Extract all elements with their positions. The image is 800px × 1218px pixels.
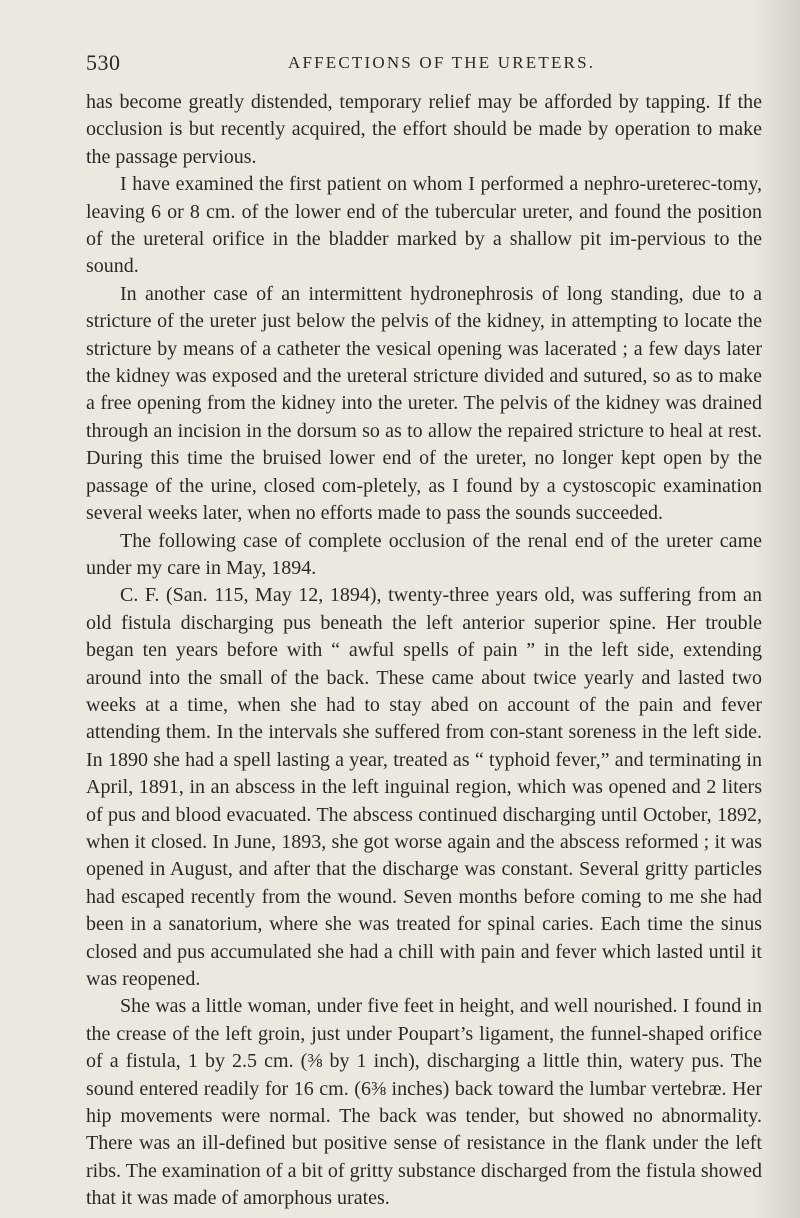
page-header: [68, 50, 758, 80]
page-number: 530: [86, 50, 121, 75]
body-text: [86, 89, 762, 1213]
paragraph: In another case of an intermittent hydronephrosis of long standing, due to a stricture of the ureter just below the pelvis of the kidney, in attempting to locate the stricture by means of a catheter the vesical opening was lacerated ; a few days later the kidney was exposed and the ureteral stricture divided and sutured, so as to make a free opening from the kidney into the ureter. The pelvis of the kidney was drained through an incision in the dorsum so as to allow the repaired stricture to heal at rest. During this time the bruised lower end of the ureter, no longer kept open by the passage of the urine, closed com-pletely, as I found by a cystoscopic examination several weeks later, when no efforts made to pass the sounds succeeded.: [86, 282, 762, 525]
running-title: AFFECTIONS OF THE URETERS.: [288, 53, 596, 72]
paragraph: C. F. (San. 115, May 12, 1894), twenty-three years old, was suffering from an old fistula discharging pus beneath the left anterior superior spine. Her trouble began ten years before with “ awful spells of pain ” in the left side, extending around into the small of the back. These came about twice yearly and lasted two weeks at a time, when she had to stay abed on account of the pain and fever attending them. In the intervals she suffered from con-stant soreness in the left side. In 1890 she had a spell lasting a year, treated as “ typhoid fever,” and terminating in April, 1891, in an abscess in the left inguinal region, which was opened and 2 liters of pus and blood evacuated. The abscess continued discharging until October, 1892, when it closed. In June, 1893, she got worse again and the abscess reformed ; it was opened in August, and after that the discharge was constant. Several gritty particles had escaped recently from the wound. Seven months before coming to me she had been in a sanatorium, where she was treated for spinal caries. Each time the sinus closed and pus accumulated she had a chill with pain and fever which lasted until it was reopened.: [86, 584, 762, 990]
paragraph: has become greatly distended, temporary relief may be afforded by tapping. If the occlusion is but recently acquired, the effort should be made by operation to make the passage pervious.: [86, 91, 762, 168]
paragraph: She was a little woman, under five feet in height, and well nourished. I found in the crease of the left groin, just under Poupart’s ligament, the funnel-shaped orifice of a fistula, 1 by 2.5 cm. (⅜ by 1 inch), discharging a little thin, watery pus. The sound entered readily for 16 cm. (6⅜ inches) back toward the lumbar vertebræ. Her hip movements were normal. The back was tender, but showed no abnormality. There was an ill-defined but positive sense of resistance in the flank under the left ribs. The examination of a bit of gritty substance discharged from the fistula showed that it was made of amorphous urates.: [86, 995, 762, 1210]
paragraph: The following case of complete occlusion of the renal end of the ureter came under my care in May, 1894.: [86, 529, 762, 579]
paragraph: I have examined the first patient on whom I performed a nephro-ureterec-tomy, leaving 6 or 8 cm. of the lower end of the tubercular ureter, and found the position of the ureteral orifice in the bladder marked by a shallow pit im-pervious to the sound.: [86, 173, 762, 278]
